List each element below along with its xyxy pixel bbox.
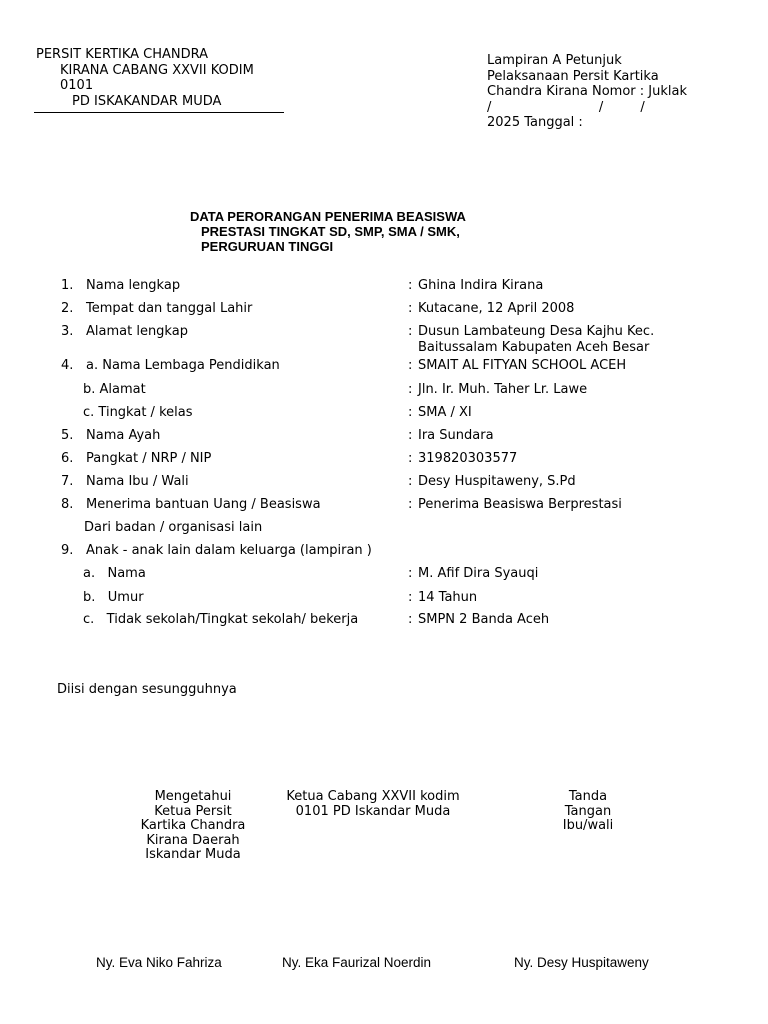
row-value: Kutacane, 12 April 2008 — [418, 301, 575, 316]
closing-statement: Diisi dengan sesungguhnya — [57, 682, 237, 697]
row-value: Ghina Indira Kirana — [418, 278, 544, 293]
row-colon: : — [408, 612, 413, 627]
row-number: 7. — [61, 474, 74, 489]
row-label: Dari badan / organisasi lain — [84, 520, 263, 535]
row-colon: : — [408, 474, 413, 489]
title-line: DATA PERORANGAN PENERIMA BEASISWA — [190, 209, 466, 224]
reference-line: / / / — [487, 99, 645, 115]
signature-title-line: Ketua Persit — [154, 803, 232, 819]
row-value: Jln. Ir. Muh. Taher Lr. Lawe — [418, 382, 588, 397]
row-label: Nama lengkap — [86, 278, 181, 293]
row-value: Desy Huspitaweny, S.Pd — [418, 474, 576, 489]
row-colon: : — [408, 497, 413, 512]
row-colon: : — [408, 301, 413, 316]
row-colon: : — [408, 405, 413, 420]
row-label: c. Tingkat / kelas — [83, 405, 193, 420]
row-colon: : — [408, 358, 413, 373]
reference-line: Pelaksanaan Persit Kartika — [487, 68, 659, 84]
row-number: 5. — [61, 428, 74, 443]
row-label: b. Umur — [83, 590, 144, 605]
row-number: 3. — [61, 324, 74, 339]
row-label: b. Alamat — [83, 382, 146, 397]
title-line: PERGURUAN TINGGI — [201, 239, 334, 254]
signature-block-branch — [268, 790, 478, 819]
row-number: 8. — [61, 497, 74, 512]
row-value: Penerima Beasiswa Berprestasi — [418, 497, 622, 512]
row-number: 4. — [61, 358, 74, 373]
row-colon: : — [408, 590, 413, 605]
signature-title-line: Kirana Daerah — [146, 832, 240, 848]
title-line: PRESTASI TINGKAT SD, SMP, SMA / SMK, — [201, 224, 460, 239]
row-label: Nama Ayah — [86, 428, 161, 443]
row-number: 6. — [61, 451, 74, 466]
org-header-line: KIRANA CABANG XXVII KODIM — [60, 62, 254, 78]
document-title — [190, 209, 466, 254]
signature-title-line: 0101 PD Iskandar Muda — [295, 803, 451, 819]
signatory-name-branch: Ny. Eka Faurizal Noerdin — [282, 955, 432, 970]
signature-title-line: Iskandar Muda — [145, 847, 241, 862]
row-label: Pangkat / NRP / NIP — [86, 451, 212, 466]
signature-title-line: Ketua Cabang XXVII kodim — [286, 789, 460, 804]
signature-title-line: Tangan — [564, 803, 612, 819]
row-value: SMA / XI — [418, 405, 472, 420]
org-header-line: 0101 — [60, 78, 94, 93]
row-value: 319820303577 — [418, 451, 518, 466]
reference-line: Chandra Kirana Nomor : Juklak — [487, 84, 687, 99]
signature-title-line: Ibu/wali — [562, 818, 614, 833]
row-label: Alamat lengkap — [86, 324, 188, 339]
row-label: c. Tidak sekolah/Tingkat sekolah/ bekerja — [83, 612, 359, 627]
header-underline — [34, 112, 284, 113]
row-value: Ira Sundara — [418, 428, 494, 443]
signature-title-line: Kartika Chandra — [140, 818, 246, 833]
row-value: M. Afif Dira Syauqi — [418, 566, 539, 581]
signatory-name-regional: Ny. Eva Niko Fahriza — [96, 955, 222, 970]
row-colon: : — [408, 324, 413, 339]
row-value: SMAIT AL FITYAN SCHOOL ACEH — [418, 358, 627, 373]
org-header-line: PERSIT KERTIKA CHANDRA — [36, 47, 209, 62]
row-label: Tempat dan tanggal Lahir — [86, 301, 253, 316]
row-colon: : — [408, 382, 413, 397]
row-label: Menerima bantuan Uang / Beasiswa — [86, 497, 321, 512]
org-header-line: PD ISKAKANDAR MUDA — [72, 93, 222, 109]
row-colon: : — [408, 428, 413, 443]
row-colon: : — [408, 451, 413, 466]
row-colon: : — [408, 278, 413, 293]
row-label: a. Nama Lembaga Pendidikan — [86, 358, 280, 373]
row-number: 1. — [61, 278, 74, 293]
row-value-continued: Baitussalam Kabupaten Aceh Besar — [418, 340, 650, 355]
row-value: Dusun Lambateung Desa Kajhu Kec. — [418, 324, 655, 339]
signatory-name-guardian: Ny. Desy Huspitaweny — [514, 955, 649, 970]
row-value: SMPN 2 Banda Aceh — [418, 612, 550, 627]
signature-block-guardian — [528, 790, 648, 834]
row-value: 14 Tahun — [418, 590, 478, 605]
row-label: a. Nama — [83, 566, 146, 581]
org-header — [36, 47, 254, 109]
attachment-reference — [487, 53, 687, 131]
reference-line: 2025 Tanggal : — [487, 115, 583, 130]
row-label: Anak - anak lain dalam keluarga (lampiran ) — [86, 543, 372, 558]
row-number: 9. — [61, 543, 74, 558]
signature-title-line: Mengetahui — [154, 789, 232, 804]
signature-title-line: Tanda — [568, 789, 608, 804]
signature-block-regional — [122, 790, 264, 863]
row-number: 2. — [61, 301, 74, 316]
row-label: Nama Ibu / Wali — [86, 474, 189, 489]
row-colon: : — [408, 566, 413, 581]
reference-line: Lampiran A Petunjuk — [487, 53, 622, 68]
